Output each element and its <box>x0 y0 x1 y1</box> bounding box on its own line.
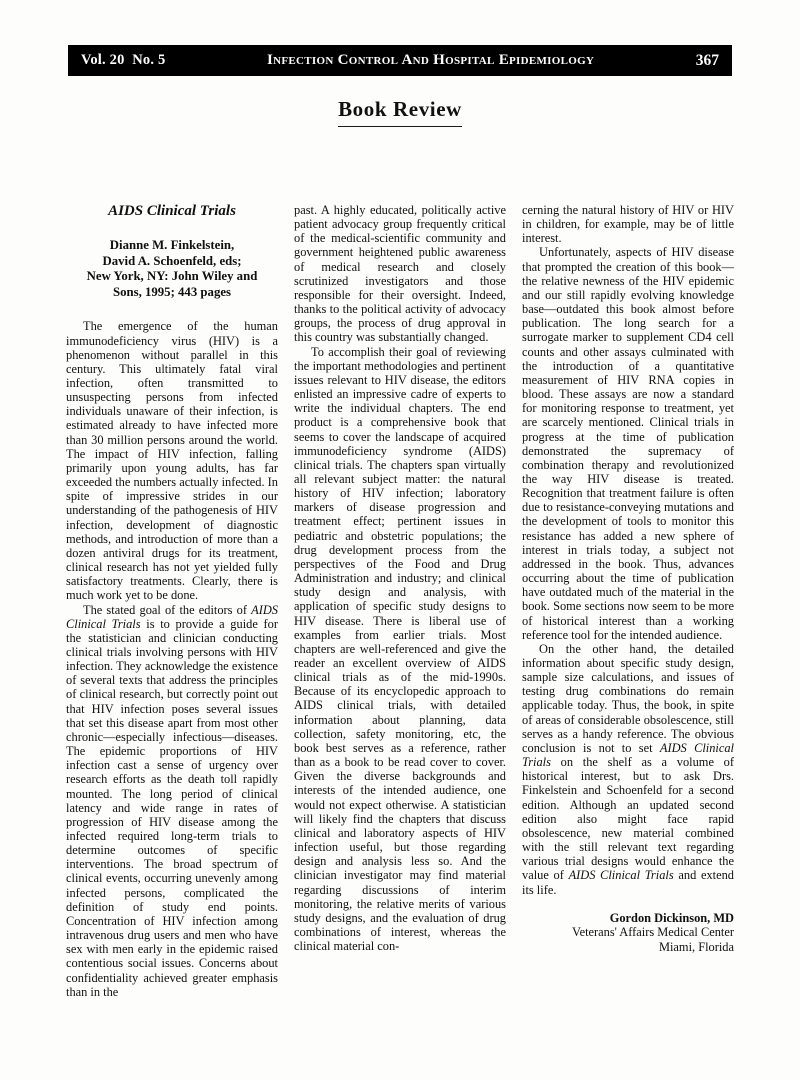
body-paragraph <box>66 603 278 999</box>
paragraph-text: On the other hand, the detailed information about specific study design, sample size calculations, and issues of testing drug combinations do remain applicable today. Thus, the book, in spite of areas of considerable obsolescence, still serves as a handy reference. The obvious conclusion is not to set <box>522 641 734 755</box>
book-title-inline: AIDS Clinical Trials <box>568 868 674 883</box>
body-paragraph: To accomplish their goal of reviewing the important methodologies and pertinent issues relevant to HIV disease, the editors enlisted an impressive cadre of experts to write the individual chapters. The end product is a comprehensive book that seems to cover the landscape of acquired immunodeficiency syndrome (AIDS) clinical trials. The chapters span virtually all relevant subject matter: the natural history of HIV infection; laboratory markers of disease progression and treatment effect; pertinent issues in pediatric and obstetric populations; the drug development process from the perspectives of the Food and Drug Administration and industry; and clinical study design and analysis, with application of specific study designs to HIV disease. There is liberal use of examples from earlier trials. Most chapters are well-referenced and give the reader an excellent overview of AIDS clinical trials as of the mid-1990s. Because of its encyclopedic approach to AIDS clinical trials, with detailed information about planning, data collection, safety monitoring, etc, the book best serves as a reference, rather than as a book to be read cover to cover. Given the diverse backgrounds and interests of the intended audience, one would not expect otherwise. A statistician will likely find the chapters that discuss clinical and laboratory aspects of HIV infection useful, but those regarding design and analysis less so. And the clinician investigator may find material regarding discussions of interim monitoring, the relative merits of various study designs, and the evaluation of drug combinations of interest, whereas the clinical material con- <box>294 344 506 954</box>
section-title-container <box>0 98 800 127</box>
column-two <box>294 203 506 1038</box>
body-paragraph: past. A highly educated, politically active patient advocacy group frequently critical of the medical-scientific community and government heightened public awareness of medical research and closely scrutinized investigators and those responsible for their oversight. Indeed, thanks to the political activity of advocacy groups, the process of drug approval in this country was substantially changed. <box>294 203 506 345</box>
journal-title: Infection Control And Hospital Epidemiology <box>266 52 595 68</box>
reviewed-book-metadata <box>66 238 278 300</box>
reviewer-signature <box>522 911 734 955</box>
book-meta-line: David A. Schoenfeld, eds; <box>102 253 242 268</box>
book-meta-line: Dianne M. Finkelstein, <box>109 238 235 252</box>
page-number: 367 <box>695 51 719 69</box>
paragraph-text: and extend its life. <box>522 868 734 897</box>
body-paragraph: The emergence of the human immunodeficiency virus (HIV) is a phenomenon without parallel in this century. This ultimately fatal viral infection, often transmitted to unsuspecting persons from infected individuals unaware of their infection, is estimated already to have infected more than 30 million persons around the world. The impact of HIV infection, falling primarily upon young adults, has far exceeded the numbers actually infected. In spite of impressive strides in our understanding of the pathogenesis of HIV infection, development of diagnostic methods, and introduction of more than a dozen antiviral drugs for its treatment, clinical research has not yet yielded fully satisfactory treatments. Clearly, there is much work yet to be done. <box>66 319 278 603</box>
running-head-banner <box>68 45 732 76</box>
body-paragraph: cerning the natural history of HIV or HIV in children, for example, may be of little interest. <box>522 203 734 246</box>
book-meta-line: New York, NY: John Wiley and <box>86 269 258 284</box>
section-title: Book Review <box>338 98 462 127</box>
paragraph-text: is to provide a guide for the statistician and clinician conducting clinical trials involving persons with HIV infection. They acknowledge the existence of several texts that address the principles of clinical research, but correctly point out that HIV infection poses several issues that set this disease apart from most other chronic—especially infectious—diseases. The epidemic proportions of HIV infection cast a sense of urgency over research efforts as the death toll rapidly mounted. The long period of clinical latency and wide range in rates of progression of HIV disease among the infected required long-term trials to determine outcomes of specific interventions. The broad spectrum of clinical events, occurring unevenly among infected persons, complicated the definition of study end points. Concentration of HIV infection among intravenous drug users and men who have sex with men early in the epidemic raised contentious social issues. Concerns about confidentiality achieved greater emphasis than in the <box>66 616 278 999</box>
column-three <box>522 203 734 1038</box>
reviewer-name: Gordon Dickinson, MD <box>609 910 734 925</box>
body-paragraph: Unfortunately, aspects of HIV disease that prompted the creation of this book—the relative newness of the HIV epidemic and our still rapidly evolving knowledge base—outdated this book almost before publication. The long search for a surrogate marker to supplement CD4 cell counts and other assays culminated with the introduction of a quantitative measurement of HIV RNA copies in blood. These assays are now a standard for monitoring response to treatment, yet are scarcely mentioned. Clinical trials in progress at the time of publication demonstrated the supremacy of combination therapy and revolutionized the way HIV disease is treated. Recognition that treatment failure is often due to resistance-conveying mutations and the development of tools to monitor this resistance has added a new sphere of interest in trials today, a subject not addressed in the book. Thus, advances occurring about the time of publication have outdated much of the material in the book. Some sections now seem to be more of historical interest than a working reference tool for the intended audience. <box>522 245 734 642</box>
reviewer-affiliation: Veterans' Affairs Medical Center <box>572 925 734 940</box>
reviewed-book-title: AIDS Clinical Trials <box>108 203 236 219</box>
paragraph-text: The stated goal of the editors of <box>83 602 252 617</box>
reviewer-location: Miami, Florida <box>658 939 734 954</box>
column-one <box>66 203 278 1038</box>
body-paragraph <box>522 642 734 897</box>
book-title-inline: AIDS Clinical Trials <box>66 602 278 631</box>
article-columns <box>66 203 734 1038</box>
volume-issue-label: Vol. 20 No. 5 <box>81 52 166 68</box>
paragraph-text: on the shelf as a volume of historical interest, but to ask Drs. Finkelstein and Schoenfeld for a second edition. Although an updated second edition also might face rapid obsolescence, new material combined with the still relevant text regarding various trial designs would enhance the value of <box>522 755 734 883</box>
book-meta-line: Sons, 1995; 443 pages <box>112 284 232 299</box>
book-title-inline: AIDS Clinical Trials <box>522 740 734 770</box>
